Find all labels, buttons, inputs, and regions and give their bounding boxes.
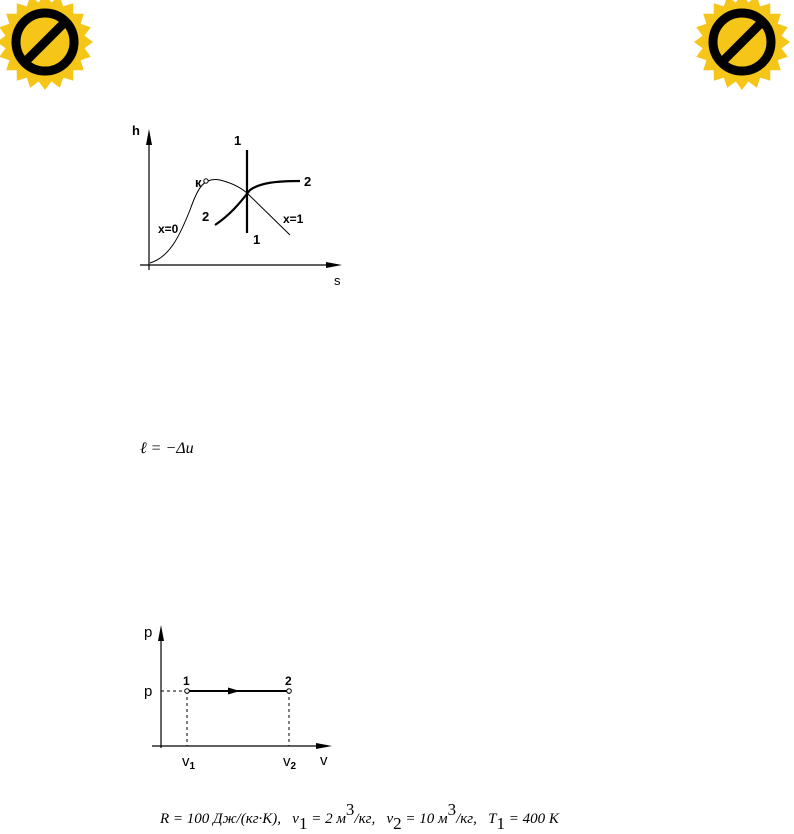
v2-label: $v_2$ [283, 753, 297, 772]
label-2-right: 2 [304, 174, 312, 189]
label-1-bottom: 1 [253, 232, 261, 247]
point-2-label: 2 [285, 674, 292, 688]
t1-subscript: 1 [496, 814, 505, 833]
pv-diagram [140, 615, 340, 775]
v2-symbol: v [386, 811, 394, 827]
v2-value: = 10 м [401, 811, 448, 827]
p-level-label: p [144, 683, 153, 700]
v1-subscript: 1 [298, 814, 308, 833]
p-axis-arrow [158, 625, 164, 641]
state-point-2 [287, 689, 292, 694]
v1-symbol: v [292, 811, 299, 827]
h-axis-arrow [146, 129, 152, 145]
t1-symbol: T [488, 811, 497, 827]
v-axis-label: v [320, 752, 328, 769]
p-axis-label: p [144, 624, 153, 641]
label-x0: x=0 [158, 222, 179, 236]
h-axis-label: h [132, 123, 140, 138]
given-data-formula [160, 800, 559, 834]
v2-unit: /кг, [456, 811, 477, 827]
prohibited-sign-icon [692, 0, 792, 92]
s-axis-arrow [326, 262, 342, 268]
s-axis-label: s [334, 273, 341, 288]
v2-subscript: 2 [393, 814, 402, 833]
label-1-top: 1 [234, 133, 242, 148]
label-x1: x=1 [283, 212, 304, 226]
v1-cube: 3 [345, 800, 355, 819]
v1-unit: /кг, [354, 811, 376, 827]
v2-cube: 3 [447, 800, 457, 819]
hs-diagram [130, 115, 370, 295]
prohibited-sign-icon [0, 0, 95, 92]
t1-value: = 400 K [504, 811, 559, 827]
process-direction-arrow [228, 688, 240, 695]
work-formula: ℓ = −Δu [140, 440, 194, 457]
point-1-label: 1 [183, 674, 190, 688]
gas-constant: R = 100 Дж/(кг·К), [160, 811, 282, 827]
v1-value: = 2 м [307, 811, 346, 827]
label-2-left: 2 [202, 209, 210, 224]
v1-label: $v_1$ [182, 753, 196, 772]
state-point-1 [185, 689, 190, 694]
critical-point [204, 179, 208, 183]
label-k: к [195, 175, 202, 190]
v-axis-arrow [316, 743, 332, 749]
